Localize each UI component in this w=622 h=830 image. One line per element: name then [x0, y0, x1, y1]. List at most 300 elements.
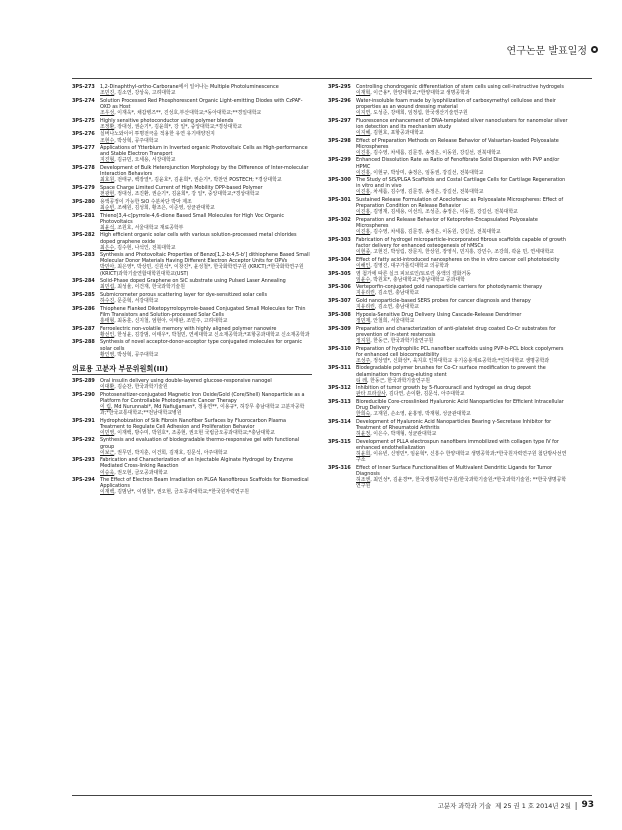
coauthors-affiliation: , 조해원, 김성희, 황조은, 이준영, 성균관대학교	[114, 204, 215, 211]
abstract-title: Inhibition of tumor growth by 5-fluorouracil and hydrogel as drug depot	[356, 385, 532, 392]
abstract-authors	[356, 130, 568, 136]
abstract-code: 3PS-290	[72, 391, 95, 398]
presenter-name: 최호원	[100, 177, 115, 184]
abstract-body	[356, 98, 568, 116]
abstract-entry	[328, 326, 568, 344]
abstract-code: 3PS-300	[328, 177, 351, 184]
presenter-name: 지진형	[100, 157, 115, 164]
abstract-body	[100, 213, 312, 231]
abstract-body	[356, 257, 568, 269]
abstract-authors	[100, 191, 312, 197]
abstract-code: 3PS-298	[328, 137, 351, 144]
abstract-code: 3PS-289	[72, 377, 95, 384]
abstract-title: Solid-Phase doped Graphene on SiC substrate using Pulsed Laser Annealing	[100, 278, 286, 285]
right-column	[328, 84, 568, 491]
abstract-title: Sustained Release Formulation of Aceclofenac as Polyoxalate Microspheres: Effect of Preparation Condition on Release Behavior	[356, 197, 564, 210]
coauthors-affiliation: , 조원호, 서울대학교 재료공학부	[114, 224, 184, 231]
abstract-title: 용액공정이 가능한 SiO 수분차단 박막 제조	[100, 198, 192, 205]
abstract-body	[356, 157, 568, 175]
abstract-body	[356, 399, 568, 417]
coauthors-affiliation: , 이은수, 박재형, 성균관대학교	[370, 431, 437, 438]
abstract-code: 3PS-297	[328, 117, 351, 124]
abstract-code: 3PS-305	[328, 270, 351, 277]
coauthors-affiliation: , 차세롬, 김수영, 김문경, 송정은, 강길선, 전북대학교	[370, 189, 484, 196]
abstract-body	[100, 232, 312, 250]
abstract-title: Biodegradable polymer brushes for Co-Cr surface modification to prevent the delamination from drug-eluting stent	[356, 365, 546, 378]
abstract-entry	[72, 326, 312, 338]
coauthors-affiliation: , 최은영*, 박상민, 신원석*, 이창진*, 윤성철*, 한국화학연구원 (KRICT);*한국화학연구원(KRICT)과학기술연합대학원대학교(UST)	[100, 264, 304, 277]
right-entry-list	[328, 84, 568, 489]
abstract-body	[100, 165, 312, 183]
abstract-authors	[100, 318, 312, 324]
abstract-body	[356, 465, 568, 489]
abstract-body	[356, 118, 568, 136]
abstract-title: 실버나노와이어 투명전극을 적용한 유연 유기태양전지	[100, 131, 215, 138]
abstract-authors	[356, 338, 568, 344]
abstract-code: 3PS-299	[328, 157, 351, 164]
abstract-body	[100, 131, 312, 143]
abstract-code: 3PS-296	[328, 97, 351, 104]
abstract-code: 3PS-277	[72, 145, 95, 152]
abstract-code: 3PS-275	[72, 117, 95, 124]
footer-rule	[72, 795, 592, 796]
presenter-name: 이승욱	[100, 469, 115, 476]
coauthors-affiliation: , 문준혁, 서강대학교	[114, 298, 159, 305]
coauthors-affiliation: , 도성준, 강태희, 임정섭, 한국생산기술연구원	[370, 109, 468, 116]
abstract-title: 1,2-Dinaphthyl-ortho-Carborane에서 일어나는 Multiple Photoluminescence	[100, 84, 279, 90]
abstract-code: 3PS-274	[72, 97, 95, 104]
abstract-title: High efficient organic solar cells with various solution-processed metal chlorides doped graphene oxide	[100, 232, 297, 245]
abstract-entry	[72, 84, 312, 96]
abstract-body	[356, 84, 568, 96]
presenter-name: 최은수	[100, 244, 115, 251]
abstract-entry	[72, 199, 312, 211]
coauthors-affiliation: , 최동훈, 신지철, 엄현아, 이태완, 조민주, 고려대학교	[114, 318, 228, 324]
abstract-title: Development of Bulk Heterojunction Morphology by the Difference of Inter-molecular Interaction Behaviors	[100, 165, 309, 178]
abstract-entry	[328, 98, 568, 116]
abstract-code: 3PS-310	[328, 345, 351, 352]
abstract-entry	[72, 292, 312, 304]
abstract-entry	[72, 118, 312, 130]
presenter-name: 판타 프라살사	[356, 391, 386, 398]
coauthors-affiliation: , 안철희, 서울대학교	[370, 318, 415, 324]
abstract-authors	[356, 451, 568, 463]
abstract-code: 3PS-311	[328, 365, 351, 372]
abstract-title: Photosensitizer-conjugated Magnetic Iron Oxide/Gold (Core/Shell) Nanoparticle as a Platform for Controllable Photodynamic Cancer Therapy	[100, 391, 305, 404]
page-footer	[438, 800, 594, 810]
presenter-name: 임윤수	[356, 276, 371, 283]
abstract-entry	[328, 284, 568, 296]
abstract-code: 3PS-284	[72, 278, 95, 285]
abstract-authors	[356, 150, 568, 156]
abstract-entry	[328, 312, 568, 324]
presenter-name: 조정환	[100, 123, 115, 130]
abstract-body	[100, 199, 312, 211]
footer-issue: 제 25 권 1 호 2014년 2월	[495, 801, 571, 810]
coauthors-affiliation: , 이근용*, 한양대학교;*한양대학교 생명공학과	[370, 90, 470, 97]
coauthors-affiliation: , 김현호, 포항공과대학교	[370, 129, 424, 136]
abstract-title: Development of PLLA electrospun nanofibers immobilized with collagen type IV for enhanced endothelialization	[356, 438, 559, 451]
presenter-name: 이민영	[100, 429, 115, 436]
abstract-body	[356, 326, 568, 344]
abstract-title: Effect of Inner Surface Functionalities of Multivalent Dendritic Ligands for Tumor Diagnosis	[356, 464, 553, 477]
abstract-authors	[100, 450, 312, 456]
abstract-entry	[72, 165, 312, 183]
coauthors-affiliation: , 한동근, 한국과학기술연구원	[370, 337, 434, 344]
presenter-name: 이대환	[100, 383, 115, 390]
abstract-authors	[100, 404, 312, 416]
abstract-code: 3PS-316	[328, 464, 351, 471]
abstract-body	[100, 339, 312, 357]
coauthors-affiliation: , 김소연, 충남대학교	[374, 304, 419, 311]
abstract-body	[356, 197, 568, 215]
abstract-code: 3PS-288	[72, 339, 95, 346]
presenter-name: 황인영	[100, 351, 115, 358]
section-entry-list	[72, 378, 312, 496]
abstract-entry	[72, 418, 312, 436]
abstract-title: Hydrophobization of Silk Fibroin Nanofiber Surfaces by Fluorocarbon Plasma Treatment to Regulate Cell Adhesion and Proliferation Behavior	[100, 417, 287, 430]
abstract-authors	[356, 249, 568, 255]
abstract-title: Bioreducible Core-crosslinked Hyaluronic Acid Nanoparticles for Efficient Intracellular Drug Delivery	[356, 399, 564, 412]
abstract-code: 3PS-314	[328, 418, 351, 425]
presenter-name: 조우성	[100, 109, 115, 116]
abstract-code: 3PS-295	[328, 84, 351, 90]
abstract-body	[356, 177, 568, 195]
abstract-entry	[328, 465, 568, 489]
abstract-title: Highly sensitive photoconductor using polymer blends	[100, 117, 234, 124]
abstract-authors	[356, 189, 568, 195]
abstract-body	[356, 217, 568, 235]
page-header	[507, 42, 598, 57]
abstract-title: Preparation and Release Behavior of Ketoprofen-Encapsulated Polyoxalate Microspheres	[356, 217, 538, 230]
abstract-authors	[100, 352, 312, 358]
abstract-entry	[328, 84, 568, 96]
coauthors-affiliation: , 김소연, 충남대학교	[374, 290, 419, 297]
abstract-code: 3PS-283	[72, 252, 95, 259]
abstract-entry	[72, 185, 312, 197]
abstract-entry	[72, 339, 312, 357]
presenter-name: 천광현	[100, 191, 115, 198]
presenter-name: 이진홍	[356, 169, 371, 176]
coauthors-affiliation: , 김규민, 오세용, 서강대학교	[114, 157, 176, 164]
presenter-name: 이재혁	[356, 90, 371, 97]
left-column	[72, 84, 312, 497]
abstract-body	[356, 271, 568, 283]
presenter-name: 이진홍	[356, 189, 371, 196]
coauthors-affiliation: , Md Nurunnabi*, Md Nafiujjaman*, 정용연**, 이용규*, 허강무 충남대학교 고분자공학과;*한국교통대학교;**전남대학교병원	[100, 403, 305, 416]
presenter-name: 이진홍	[356, 209, 371, 216]
abstract-title: 염 첨가에 따른 실크 피브로인/토로린 용액의 겔화거동	[356, 270, 471, 277]
abstract-code: 3PS-278	[72, 165, 95, 172]
abstract-entry	[72, 252, 312, 276]
abstract-entry	[72, 437, 312, 455]
abstract-code: 3PS-285	[72, 292, 95, 299]
presenter-name: 조성주	[356, 357, 371, 364]
presenter-name: 홍태형	[100, 318, 115, 324]
abstract-body	[356, 419, 568, 437]
abstract-body	[356, 284, 568, 296]
coauthors-affiliation: , 한성윤, 김강범, 이태우*, 박철민, 연세대학교 신소재공학과;*포항공과대학교 신소재공학과	[114, 331, 310, 338]
abstract-authors	[356, 304, 568, 310]
abstract-body	[100, 98, 312, 116]
abstract-authors	[100, 177, 312, 183]
abstract-body	[100, 326, 312, 338]
coauthors-affiliation: , 고현진, 박성림, 장문지, 한상원, 장영식, 민지홍, 강민수, 조강희, 곽윤 민, 연세대학교	[370, 249, 555, 256]
coauthors-affiliation: , 한동근, 한국과학기술연구원	[367, 377, 430, 384]
coauthors-affiliation: , 김다연, 손이환, 김문석, 아주대학교	[385, 391, 465, 398]
presenter-name: 이해인	[356, 262, 371, 269]
coauthors-affiliation: , 김영재, 김세용, 이선의, 조성준, 송정은, 이동원, 강길선, 전북대학교	[370, 209, 518, 216]
presenter-name: 정지원	[356, 337, 371, 344]
abstract-code: 3PS-294	[72, 477, 95, 484]
abstract-body	[100, 457, 312, 475]
abstract-authors	[100, 110, 312, 116]
abstract-entry	[72, 232, 312, 250]
abstract-title: Gold nanoparticle-based SERS probes for cancer diagnosis and therapy	[356, 298, 531, 305]
abstract-body	[100, 292, 312, 304]
presenter-name: 티 레	[356, 377, 368, 384]
coauthors-affiliation: , 최성율, 이건재, 한국과학기술원	[114, 284, 185, 291]
abstract-authors	[100, 430, 312, 436]
abstract-authors	[356, 391, 568, 397]
coauthors-affiliation: , 최인성*, 김윤경**, 한국생명공학연구원/한국과학기술원;*한국과학기술원; **한국생명공학연구원	[356, 477, 567, 490]
page-number: 93	[581, 800, 594, 810]
abstract-authors	[100, 157, 312, 163]
abstract-authors	[356, 290, 568, 296]
coauthors-affiliation: , 이재욱*, 채갑병즈**, 진성호,부산대학교;*동아대학교;**경일대학교	[114, 109, 262, 116]
presenter-name: 이지혜	[356, 129, 371, 136]
coauthors-affiliation: , 이유빈, 신영민*, 임윤혁*, 신흥수 한양대학교 생명공학과;*한국원자력연구원 첨단방사선연구소	[356, 451, 567, 464]
abstract-authors	[356, 358, 568, 364]
coauthors-affiliation: , 권무민, 박지훈, 이건희, 김재호, 김문석, 아주대학교	[114, 449, 228, 456]
abstract-code: 3PS-281	[72, 212, 95, 219]
abstract-authors	[100, 284, 312, 290]
abstract-body	[100, 145, 312, 163]
abstract-authors	[100, 298, 312, 304]
presenter-name: 이현종	[356, 249, 371, 256]
abstract-title: Verteporfin-conjugated gold nanoparticle carriers for photodynamic therapy	[356, 284, 543, 291]
abstract-body	[356, 385, 568, 397]
abstract-entry	[72, 477, 312, 495]
abstract-entry	[328, 237, 568, 255]
section-title: 의료용 고분자 부문위원회(III)	[72, 363, 168, 373]
abstract-entry	[328, 177, 568, 195]
abstract-authors	[356, 431, 568, 437]
abstract-entry	[328, 138, 568, 156]
abstract-body	[100, 437, 312, 455]
abstract-code: 3PS-309	[328, 325, 351, 332]
presenter-name: 최민섭	[100, 284, 115, 291]
coauthors-affiliation: , 전태규, 백장열*, 김윤호*, 김윤희*, 권순기*, 박찬언 POSTECH; *경상대학교	[114, 177, 282, 184]
abstract-code: 3PS-304	[328, 256, 351, 263]
abstract-entry	[72, 213, 312, 231]
coauthors-affiliation: , 정대성, 조진환, 권순기*, 김윤희*, 강 일*, 중앙대학교;*경상대학교	[114, 191, 260, 198]
abstract-title: The Study of SIS/PLGA Scaffolds and Costal Cartilage Cells for Cartilage Regeneration in vitro and in vivo	[356, 177, 566, 190]
abstract-title: Controlling chondrogenic differentiation of stem cells using cell-instructive hydrogels	[356, 84, 564, 90]
abstract-code: 3PS-303	[328, 236, 351, 243]
abstract-authors	[100, 489, 312, 495]
circle-icon	[591, 46, 598, 53]
abstract-entry	[328, 257, 568, 269]
abstract-body	[356, 298, 568, 310]
abstract-authors	[356, 263, 568, 269]
abstract-authors	[100, 138, 312, 144]
abstract-body	[100, 392, 312, 416]
coauthors-affiliation: , 김수영, 차세롬, 김문경, 송정은, 이동원, 강길선, 전북대학교	[370, 149, 501, 156]
abstract-body	[356, 346, 568, 364]
abstract-authors	[356, 209, 568, 215]
abstract-authors	[356, 378, 568, 384]
abstract-code: 3PS-302	[328, 217, 351, 224]
abstract-body	[356, 312, 568, 324]
abstract-title: The Effect of Electron Beam Irradiation on PLGA Nanofibrous Scaffolds for Biomedical Applications	[100, 477, 309, 490]
abstract-body	[100, 84, 312, 96]
abstract-authors	[356, 229, 568, 235]
coauthors-affiliation: , 김수영, 차세롬, 김문경, 송정은, 이동원, 강길선, 전북대학교	[370, 229, 501, 236]
abstract-authors	[100, 470, 312, 476]
abstract-code: 3PS-293	[72, 457, 95, 464]
coauthors-affiliation: , 박상혁, 공주대학교	[114, 137, 159, 144]
abstract-title: Thieno[3,4-c]pyrrole-4,6-dione Based Small Molecules for High Voc Organic Photovoltaics	[100, 212, 285, 225]
abstract-body	[100, 477, 312, 495]
abstract-authors	[100, 225, 312, 231]
abstract-title: Effect of fatty acid-introduced nanospheres on the in vitro cancer cell phototoxicity	[356, 256, 560, 263]
coauthors-affiliation: , 이재백, 방수미, 박원호*, 조종현, 권오현 국립금오공과대학교;*충남대학교	[114, 429, 275, 436]
abstract-code: 3PS-286	[72, 305, 95, 312]
abstract-entry	[328, 399, 568, 417]
abstract-title: Development of Hyaluronic Acid Nanoparticles Bearing γ-Secretase Inhibitor for Treatment of Rheumatoid Arthritis	[356, 418, 552, 432]
presenter-name: 지유리린	[356, 290, 375, 297]
abstract-body	[356, 237, 568, 255]
abstract-title: Water-insoluble foam made by lyophilization of carboxymethyl cellulose and their properties as an wound dressing material	[356, 97, 556, 110]
abstract-authors	[356, 411, 568, 417]
coauthors-affiliation: , 이현규, 박상미, 송정은, 임동권, 강길선, 전북대학교	[370, 169, 484, 176]
abstract-entry	[328, 197, 568, 215]
abstract-title: Synthesis of novel acceptor-donor-acceptor type conjugated molecules for organic solar cells	[100, 339, 303, 352]
abstract-body	[356, 365, 568, 383]
abstract-entry	[72, 306, 312, 324]
abstract-title: Fabrication of hydrogel microparticle-incorporated fibrous scaffolds capable of growth factor delivery for enhanced osteogenesis of hMSCs	[356, 236, 567, 249]
abstract-body	[100, 278, 312, 290]
abstract-code: 3PS-291	[72, 417, 95, 424]
coauthors-affiliation: , 김수현, 나석인, 전북대학교	[114, 244, 176, 251]
abstract-title: Synthesis and evaluation of biodegradable thermo-responsive gel with functional group	[100, 437, 300, 450]
footer-journal: 고분자 과학과 기술	[437, 801, 492, 810]
abstract-title: Solution Processed Red Phosphorescent Organic Light-emitting Diodes with CzPAF-OXD as Host	[100, 97, 303, 110]
coauthors-affiliation: , 김영진, 대구가톨릭대학교 의공학과	[370, 262, 449, 269]
abstract-title: Enhanced Dissolution Rate as Ratio of Fenofibrate Solid Dispersion with PVP and/or HPMC	[356, 157, 560, 170]
abstract-title: Synthesis and Photovoltaic Properties of Benzo[1,2-b:4,5-b'] dithiophene Based Small Molecular Donor Materials Having Different Electron Acceptor Units for OPVs	[100, 252, 310, 265]
abstract-title: Oral insulin delivery using double-layered glucose-responsive nanogel	[100, 377, 272, 384]
presenter-name: 최순빈	[100, 204, 115, 211]
coauthors-affiliation: , 장대성, 권순기*, 김윤희*, 강 일*, 중앙대학교;*경상대학교	[114, 123, 242, 130]
coauthors-affiliation: , 고재원, 손소영, 윤홍영, 박재형, 성균관대학교	[370, 411, 471, 418]
presenter-name: 지유리린	[356, 304, 375, 311]
coauthors-affiliation: , 박원호*, 충남대학교;*충남대학교 공과대학	[370, 276, 465, 283]
abstract-code: 3PS-301	[328, 197, 351, 204]
abstract-entry	[328, 365, 568, 383]
abstract-title: Preparation and characterization of anti-platelet drug coated Co-Cr substrates for prevention of in-stent restenosis	[356, 325, 556, 338]
abstract-authors	[100, 205, 312, 211]
presenter-name: 이진홍	[356, 229, 371, 236]
abstract-entry	[328, 385, 568, 397]
abstract-entry	[328, 419, 568, 437]
footer-separator: |	[574, 800, 578, 810]
presenter-name: 허윤정	[356, 431, 371, 438]
presenter-name: 허윤희	[356, 451, 371, 458]
presenter-name: 하수진	[100, 298, 115, 305]
abstract-code: 3PS-292	[72, 437, 95, 444]
coauthors-affiliation: , 김범남*, 이범철*, 권오현, 금오공과대학교;*한국원자력연구원	[114, 489, 249, 496]
abstract-code: 3PS-307	[328, 298, 351, 305]
abstract-body	[356, 439, 568, 463]
abstract-title: Submicrometer porous scattering layer for dye-sensitized solar cells	[100, 292, 268, 299]
abstract-entry	[328, 298, 568, 310]
abstract-authors	[356, 477, 568, 489]
presenter-name: 이재백	[100, 489, 115, 496]
presenter-name: 이지연	[356, 109, 371, 116]
abstract-code: 3PS-276	[72, 131, 95, 138]
abstract-body	[100, 252, 312, 276]
abstract-code: 3PS-279	[72, 184, 95, 191]
presenter-name: 황선인	[100, 331, 115, 338]
abstract-authors	[100, 384, 312, 390]
abstract-code: 3PS-313	[328, 399, 351, 406]
coauthors-affiliation: , 정상열*, 신화성*, 육지호 인하대학교 유기응용재료공학과;*인하대학교 생명공학과	[370, 357, 550, 364]
abstract-entry	[72, 392, 312, 416]
abstract-authors	[356, 170, 568, 176]
abstract-authors	[356, 110, 568, 116]
abstract-authors	[100, 245, 312, 251]
left-entry-list	[72, 84, 312, 358]
abstract-entry	[72, 278, 312, 290]
abstract-body	[100, 118, 312, 130]
abstract-title: Preparation of hydrophilic PCL nanofiber scaffolds using PVP-b-PCL block copolymers for enhanced cell biocompatibility	[356, 345, 564, 358]
abstract-entry	[328, 118, 568, 136]
abstract-authors	[100, 90, 312, 96]
header-title: 연구논문 발표일정	[506, 46, 587, 57]
abstract-code: 3PS-315	[328, 438, 351, 445]
abstract-authors	[100, 124, 312, 130]
abstract-authors	[356, 90, 568, 96]
presenter-name: 허조엔	[356, 477, 371, 483]
coauthors-affiliation: , 김순찬, 한국과학기술원	[114, 383, 168, 390]
presenter-name: 이진홍	[356, 149, 371, 156]
abstract-body	[100, 378, 312, 390]
abstract-entry	[328, 157, 568, 175]
abstract-entry	[72, 131, 312, 143]
abstract-entry	[72, 378, 312, 390]
presenter-name: 한희숙	[356, 411, 371, 418]
abstract-authors	[100, 264, 312, 276]
coauthors-affiliation: , 권오현, 금오공과대학교	[114, 469, 168, 476]
abstract-code: 3PS-282	[72, 232, 95, 239]
abstract-code: 3PS-273	[72, 84, 95, 90]
abstract-title: Effect of Preparation Methods on Release Behavior of Valsartan-loaded Polyoxalate Microspheres	[356, 137, 559, 150]
abstract-body	[100, 185, 312, 197]
abstract-code: 3PS-287	[72, 325, 95, 332]
abstract-entry	[72, 98, 312, 116]
coauthors-affiliation: , 박상혁, 공주대학교	[114, 351, 159, 358]
presenter-name: 정민재	[356, 318, 371, 324]
abstract-title: Hypoxia-Sensitive Drug Delivery Using Cascade-Release Dendrimer	[356, 311, 522, 318]
abstract-title: Ferroelectric non-volatile memory with highly aligned polymer nanowire	[100, 325, 277, 332]
abstract-code: 3PS-280	[72, 198, 95, 205]
abstract-title: Space Charge Limited Current of High Mobility DPP-based Polymer	[100, 184, 263, 191]
top-rule	[72, 78, 592, 79]
abstract-title: Thiophene Flanked Diketopyrrolopyrrole-based Conjugated Small Molecules for Thin Film Transistors and Solution-processed Solar Cells	[100, 305, 306, 318]
abstract-body	[356, 138, 568, 156]
